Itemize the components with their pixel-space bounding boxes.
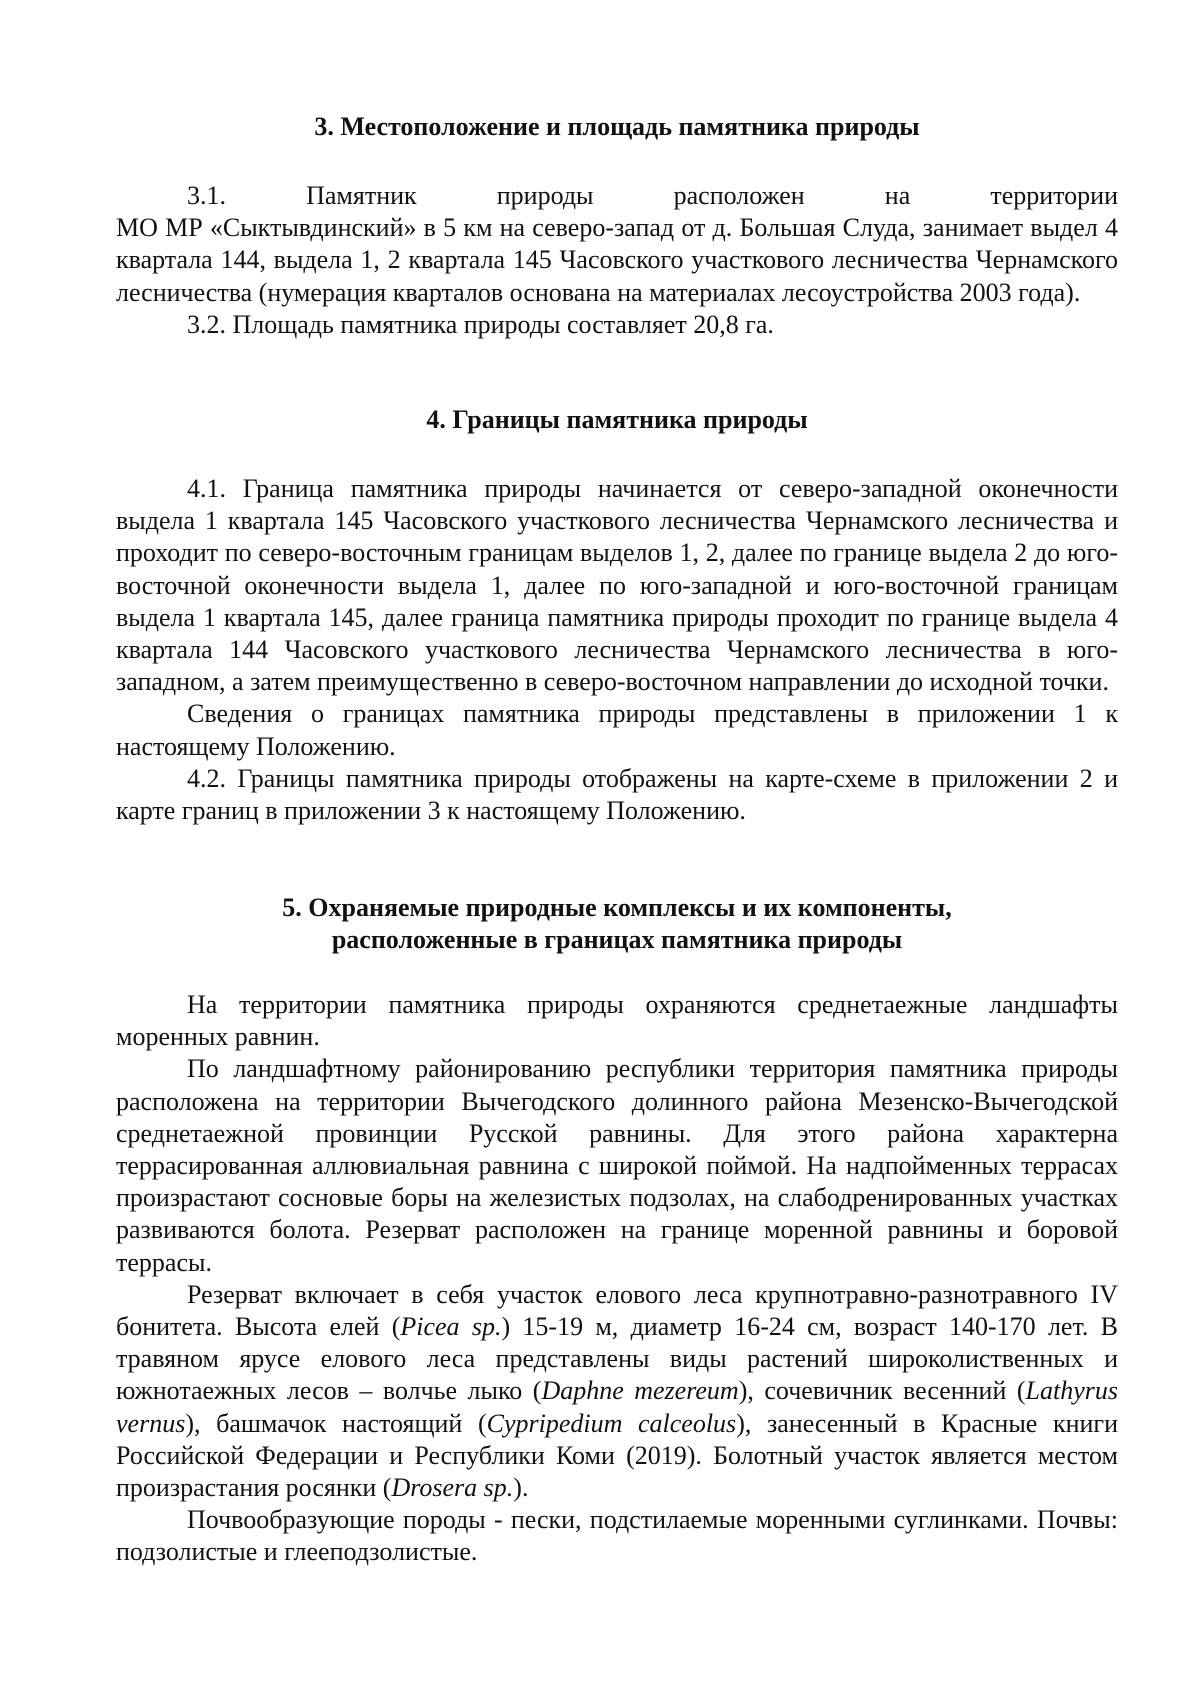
paragraph-5-3-part-b: ) 15-19 м, диаметр 16-24 см, возраст 140-170 лет. В травяном ярусе елового леса представлены виды растений широколиственных и южнотаежных лесов – волчье лыко ( [116,1312,1118,1406]
paragraph-3-2: 3.2. Площадь памятника природы составляет 20,8 га. [187,309,774,339]
paragraph-3-1-rest: МО МР «Сыктывдинский» в 5 км на северо-запад от д. Большая Слуда, занимает выдел 4 квартала 144, выдела 1, 2 квартала 145 Часовского участкового лесничества Чернамского лесничества (нумерация кварталов основана на материалах лесоустройства 2003 года). [116,213,1118,307]
species-lathyrus: Lathyrus vernus [116,1376,1118,1438]
paragraph-5-3-part-c: ), сочевичник весенний ( [738,1376,1026,1406]
section-5-heading [116,892,1118,956]
section-4-heading [116,404,1118,436]
section-3-heading [116,111,1118,143]
section-3-heading-text: 3. Местоположение и площадь памятника природы [314,112,920,141]
paragraph-5-1: На территории памятника природы охраняются среднетаежные ландшафты моренных равнин. [116,990,1118,1052]
species-daphne: Daphne mezereum [541,1376,739,1406]
paragraph-4-1-note: Сведения о границах памятника природы представлены в приложении 1 к настоящему Положению. [116,699,1118,761]
paragraph-5-3-part-a: Резерват включает в себя участок елового леса крупнотравно-разнотравного IV бонитета. Высота елей ( [116,1279,1118,1342]
section-5-body [116,989,1118,1569]
paragraph-5-4: Почвообразующие породы - пески, подстилаемые моренными суглинками. Почвы: подзолистые и глееподзолистые. [116,1505,1118,1567]
section-5-heading-line-2: расположенные в границах памятника природы [331,925,903,954]
paragraph-3-1 [116,180,1118,309]
paragraph-4-2: 4.2. Границы памятника природы отображены на карте-схеме в приложении 2 и карте границ в приложении 3 к настоящему Положению. [116,763,1118,826]
paragraph-5-3-part-e: ), занесенный в Красные книги Российской Федерации и Республики Коми (2019). Болотный участок является местом произрастания росянки ( [116,1408,1119,1503]
species-picea: Picea sp. [400,1312,502,1342]
section-5-heading-line-1: 5. Охраняемые природные комплексы и их компоненты, [282,893,952,922]
section-3-body [116,180,1118,341]
species-drosera: Drosera sp. [391,1473,514,1503]
paragraph-3-1-first-line: 3.1. Памятник природы расположен на территории [187,181,1118,210]
paragraph-5-2: По ландшафтному районированию республики территория памятника природы расположена на территории Вычегодского долинного района Мезенско-Вычегодской среднетаежной провинции Русской равнины. Для этого района характерна террасированная аллювиальная равнина с широкой поймой. На надпойменных террасах произрастают сосновые боры на железистых подзолах, на слабодренированных участках развиваются болота. Резерват расположен на границе моренной равнины и боровой террасы. [116,1054,1118,1277]
paragraph-5-3-part-d: ), башмачок настоящий ( [185,1408,487,1438]
species-cypripedium: Cypripedium calceolus [486,1408,737,1438]
section-4-heading-text: 4. Границы памятника природы [426,405,808,434]
paragraph-4-1: 4.1. Граница памятника природы начинается от северо-западной оконечности выдела 1 квартала 145 Часовского участкового лесничества Чернамского лесничества и проходит по северо-восточным границам выделов 1, 2, далее по границе выдела 2 до юго-восточной оконечности выдела 1, далее по юго-западной и юго-восточной границам выдела 1 квартала 145, далее граница памятника природы проходит по границе выдела 4 квартала 144 Часовского участкового лесничества Чернамского лесничества в юго-западном, а затем преимущественно в северо-восточном направлении до исходной точки. [116,474,1118,697]
paragraph-5-3 [116,1279,1118,1504]
paragraph-5-3-part-f: ). [513,1473,529,1503]
section-4-body [116,473,1118,827]
